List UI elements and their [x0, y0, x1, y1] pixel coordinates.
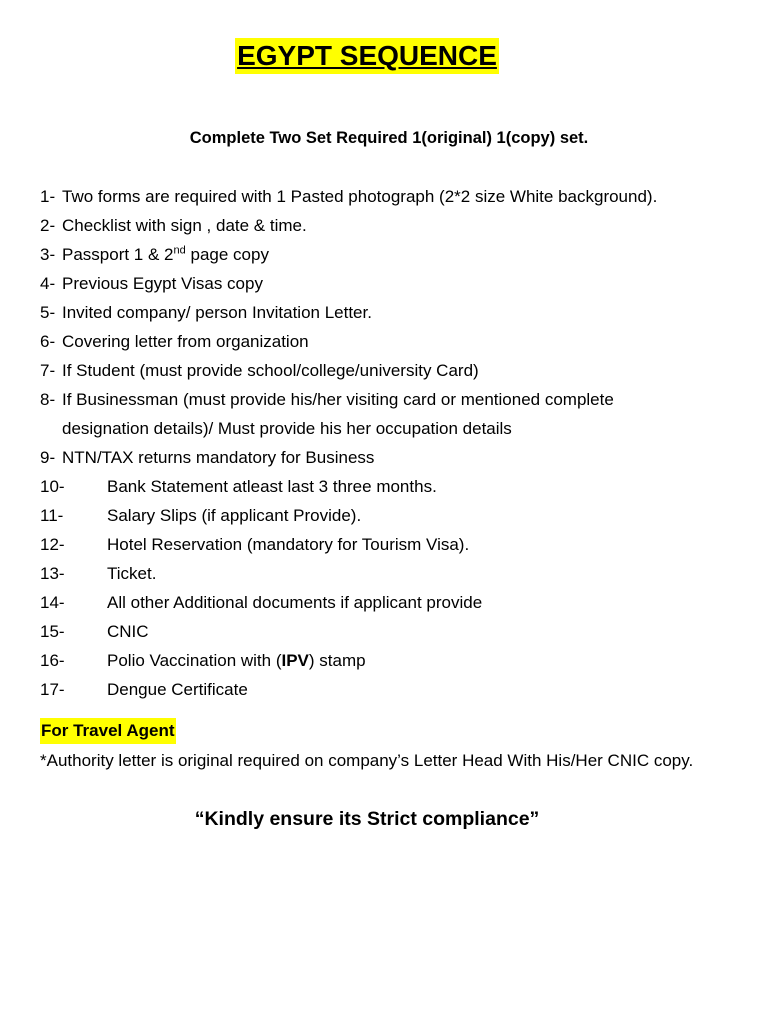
- list-item: [40, 617, 760, 646]
- item-number: 17-: [40, 680, 65, 699]
- list-item: [40, 240, 760, 269]
- item-text: Invited company/ person Invitation Letter.: [62, 303, 372, 322]
- requirements-list: [40, 182, 760, 704]
- item-number: 14-: [40, 593, 65, 612]
- item-text: CNIC: [107, 622, 149, 641]
- item-number: 3-: [40, 245, 56, 264]
- item-number: 9-: [40, 448, 56, 467]
- item-number: 16-: [40, 651, 65, 670]
- list-item: [40, 356, 760, 385]
- item-number: 13-: [40, 564, 65, 583]
- list-item: [40, 385, 760, 443]
- item-number: 15-: [40, 622, 65, 641]
- item-number: 11-: [40, 506, 64, 525]
- item-number: 6-: [40, 332, 56, 351]
- list-item: [40, 472, 760, 501]
- item-text-part: Polio Vaccination with (: [107, 651, 282, 670]
- item-text: If Student (must provide school/college/university Card): [62, 361, 479, 380]
- item-number: 10-: [40, 477, 65, 496]
- item-text: NTN/TAX returns mandatory for Business: [62, 448, 375, 467]
- item-number: 2-: [40, 216, 56, 235]
- item-text: Checklist with sign , date & time.: [62, 216, 307, 235]
- list-item: [40, 501, 760, 530]
- travel-agent-heading: For Travel Agent: [40, 718, 176, 744]
- list-item: [40, 327, 760, 356]
- item-text: Bank Statement atleast last 3 three months.: [107, 477, 437, 496]
- item-text: If Businessman (must provide his/her visiting card or mentioned complete designation details)/ Must provide his her occupation details: [62, 390, 614, 438]
- item-superscript: nd: [173, 244, 186, 257]
- list-item: [40, 443, 760, 472]
- item-number: 12-: [40, 535, 65, 554]
- list-item: [40, 675, 760, 704]
- item-text: Salary Slips (if applicant Provide).: [107, 506, 362, 525]
- title-container: [0, 38, 734, 74]
- item-text: Hotel Reservation (mandatory for Tourism Visa).: [107, 535, 470, 554]
- item-text-part: page copy: [185, 245, 269, 264]
- list-item: [40, 211, 760, 240]
- item-number: 4-: [40, 274, 56, 293]
- item-number: 8-: [40, 390, 56, 409]
- item-text: Covering letter from organization: [62, 332, 309, 351]
- list-item: [40, 646, 760, 675]
- item-text: [107, 646, 760, 675]
- item-text: [62, 240, 760, 269]
- page-title: EGYPT SEQUENCE: [235, 38, 499, 74]
- item-text: Two forms are required with 1 Pasted photograph (2*2 size White background).: [62, 187, 658, 206]
- list-item: [40, 269, 760, 298]
- item-text: Ticket.: [107, 564, 157, 583]
- list-item: [40, 530, 760, 559]
- item-text: Dengue Certificate: [107, 680, 248, 699]
- travel-agent-text: *Authority letter is original required on company’s Letter Head With His/Her CNIC copy.: [40, 751, 694, 770]
- item-text: Previous Egypt Visas copy: [62, 274, 263, 293]
- list-item: [40, 588, 760, 617]
- list-item: [40, 559, 760, 588]
- item-bold-text: IPV: [281, 651, 309, 670]
- list-item: [40, 182, 760, 211]
- item-number: 7-: [40, 361, 56, 380]
- item-number: 5-: [40, 303, 56, 322]
- closing-statement: “Kindly ensure its Strict compliance”: [194, 808, 540, 830]
- item-number: 1-: [40, 187, 56, 206]
- item-text: All other Additional documents if applicant provide: [107, 593, 483, 612]
- item-text-part: Passport 1 & 2: [62, 245, 174, 264]
- item-text-part: ) stamp: [308, 651, 366, 670]
- list-item: [40, 298, 760, 327]
- page-subtitle: Complete Two Set Required 1(original) 1(copy) set.: [189, 129, 589, 147]
